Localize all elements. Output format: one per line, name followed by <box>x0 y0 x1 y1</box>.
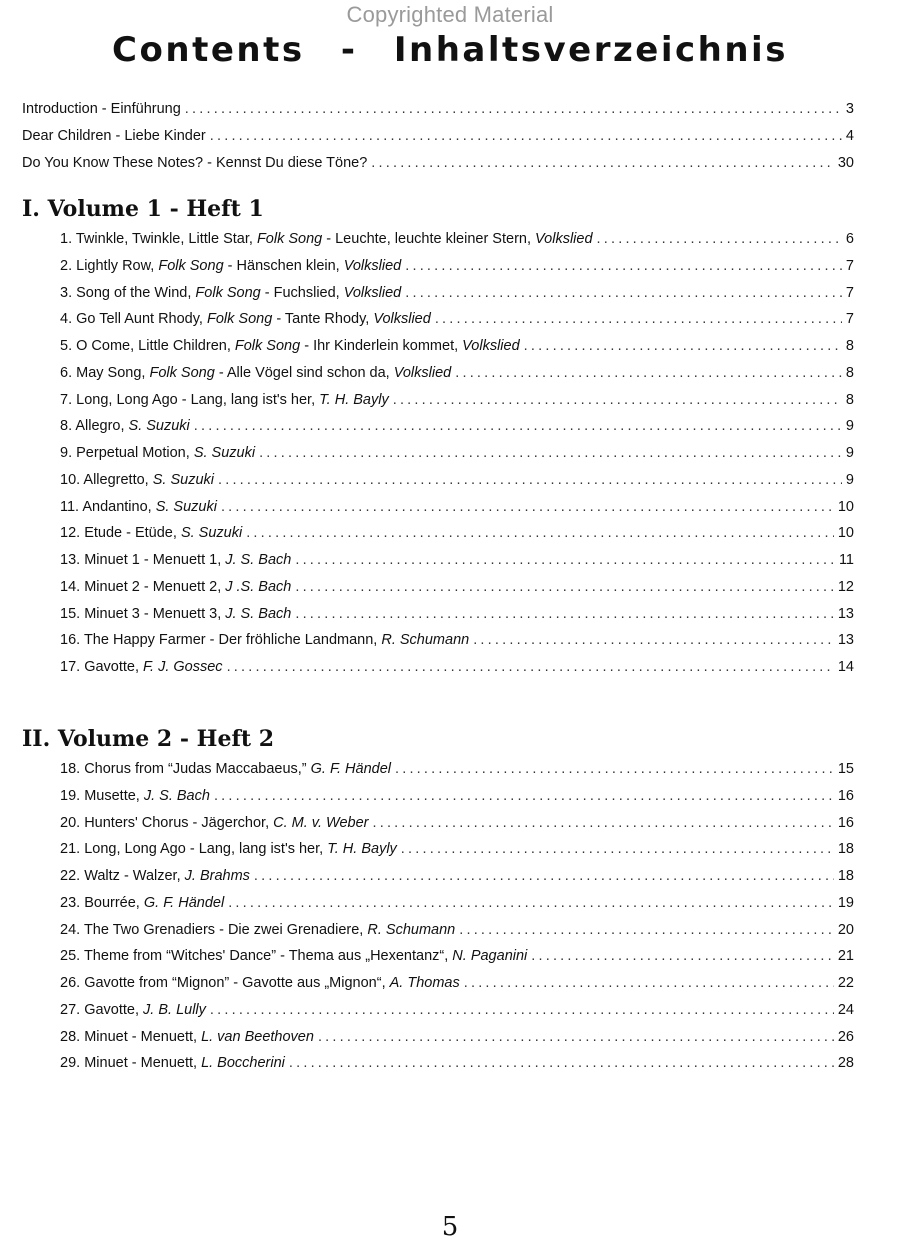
dot-leader <box>295 601 834 628</box>
entry-page: 4 <box>845 127 854 144</box>
entry-title: Gavotte from “Mignon” - Gavotte aus „Mignon“, <box>84 975 386 991</box>
dot-leader <box>597 226 842 253</box>
entry-label <box>60 863 250 890</box>
entry-composer: G. F. Händel <box>310 761 391 777</box>
toc-entry <box>60 997 854 1024</box>
toc-entry <box>60 1050 854 1077</box>
entry-number: 12. <box>60 525 81 542</box>
entry-title: Musette, <box>84 787 140 804</box>
entry-number: 25. <box>60 948 81 965</box>
entry-title: Song of the Wind, <box>76 284 192 301</box>
entry-page: 8 <box>845 391 854 408</box>
entry-number: 15. <box>60 605 81 622</box>
entry-title: The Happy Farmer - Der fröhliche Landmann, <box>83 632 378 649</box>
entry-composer: Folk Song <box>234 338 301 354</box>
entry-label <box>60 1050 285 1077</box>
entry-composer: Folk Song <box>256 231 323 247</box>
entry-composer: T. H. Bayly <box>327 841 397 858</box>
toc-entry <box>60 226 854 253</box>
entry-composer: C. M. v. Weber <box>273 814 369 831</box>
toc-entry <box>60 810 854 837</box>
entry-label <box>60 226 593 253</box>
entry-label <box>60 836 397 863</box>
entry-number: 21. <box>60 841 81 858</box>
entry-composer: R. Schumann <box>381 632 470 649</box>
entry-number: 16. <box>60 632 81 649</box>
toc-entry <box>60 306 854 333</box>
dot-leader <box>405 253 842 280</box>
dot-leader <box>435 306 842 333</box>
dot-leader <box>228 890 834 917</box>
entry-label <box>60 574 291 601</box>
toc-entry <box>60 627 854 654</box>
entry-page: 6 <box>845 231 854 247</box>
dot-leader <box>221 494 834 521</box>
entry-title: Minuet 1 - Menuett 1, <box>84 552 222 568</box>
entry-page: 8 <box>845 338 854 354</box>
entry-title: Dear Children - Liebe Kinder <box>22 127 206 144</box>
entry-label <box>60 547 291 574</box>
entry-number: 13. <box>60 552 81 568</box>
entry-german-title: - Hänschen klein, <box>227 257 340 274</box>
toc-entry <box>60 387 854 414</box>
entry-page: 10 <box>837 498 854 515</box>
dot-leader <box>289 1050 834 1077</box>
toc-entry <box>60 970 854 997</box>
entry-label <box>60 467 214 494</box>
toc-entry <box>60 547 854 574</box>
entry-label <box>60 997 206 1024</box>
toc-entry <box>60 917 854 944</box>
entry-composer-german: Volkslied <box>535 231 593 247</box>
entry-page: 18 <box>837 868 854 884</box>
entry-label <box>60 783 210 810</box>
dot-leader <box>464 970 834 997</box>
toc-entry <box>60 520 854 547</box>
entry-title: Perpetual Motion, <box>76 445 190 461</box>
entry-title: Minuet 3 - Menuett 3, <box>84 605 222 622</box>
entry-title: O Come, Little Children, <box>76 338 231 354</box>
dot-leader <box>295 547 835 574</box>
entry-title: The Two Grenadiers - Die zwei Grenadiere, <box>83 921 364 938</box>
entry-german-title: - Ihr Kinderlein kommet, <box>304 338 459 354</box>
entry-label <box>60 306 431 333</box>
entry-page: 20 <box>837 921 854 938</box>
toc-entry <box>60 360 854 387</box>
entry-page: 9 <box>845 418 854 435</box>
entry-title: Bourrée, <box>84 894 140 911</box>
entry-composer: Folk Song <box>158 257 224 274</box>
entry-number: 8. <box>60 418 73 435</box>
entry-page: 14 <box>837 659 854 675</box>
entry-composer: A. Thomas <box>389 975 460 991</box>
entry-label <box>60 333 520 360</box>
entry-page: 19 <box>837 894 854 911</box>
entry-title: Theme from “Witches' Dance” - Thema aus „Hexentanz“, <box>83 948 449 965</box>
entry-page: 24 <box>837 1001 854 1018</box>
entry-title: Lightly Row, <box>76 257 155 274</box>
entry-title: Andantino, <box>82 498 152 515</box>
volume1-toc-list <box>60 226 854 681</box>
dot-leader <box>473 627 834 654</box>
entry-german-title: - Leuchte, leuchte kleiner Stern, <box>326 231 531 247</box>
toc-entry <box>60 253 854 280</box>
dot-leader <box>393 387 842 414</box>
entry-composer: S. Suzuki <box>155 498 217 515</box>
entry-title: Waltz - Walzer, <box>84 868 181 884</box>
dot-leader <box>218 467 842 494</box>
entry-page: 30 <box>837 154 854 171</box>
dot-leader <box>185 96 842 123</box>
entry-label <box>60 654 223 681</box>
toc-entry <box>60 890 854 917</box>
entry-number: 27. <box>60 1001 81 1018</box>
entry-composer: Folk Song <box>195 284 261 301</box>
entry-page: 13 <box>837 605 854 622</box>
entry-page: 8 <box>845 364 854 381</box>
entry-number: 22. <box>60 868 81 884</box>
entry-page: 3 <box>845 101 854 117</box>
entry-number: 11. <box>60 498 80 515</box>
entry-label <box>60 601 291 628</box>
entry-page: 21 <box>837 948 854 965</box>
dot-leader <box>214 783 834 810</box>
dot-leader <box>318 1024 834 1051</box>
entry-label <box>60 360 451 387</box>
dot-leader <box>401 836 834 863</box>
entry-composer: N. Paganini <box>452 948 528 965</box>
dot-leader <box>455 360 842 387</box>
entry-composer-german: Volkslied <box>343 284 402 301</box>
toc-entry <box>60 601 854 628</box>
entry-composer: G. F. Händel <box>143 894 225 911</box>
entry-label <box>60 387 389 414</box>
entry-number: 5. <box>60 338 73 354</box>
entry-composer: J. S. Bach <box>225 552 292 568</box>
toc-entry <box>60 836 854 863</box>
entry-label <box>60 494 217 521</box>
entry-composer: S. Suzuki <box>152 471 214 488</box>
entry-number: 10. <box>60 471 81 488</box>
entry-german-title: - Fuchslied, <box>264 284 340 301</box>
volume1-heading: I. Volume 1 - Heft 1 <box>22 196 264 222</box>
entry-page: 26 <box>837 1028 854 1045</box>
entry-page: 7 <box>845 257 854 274</box>
entry-page: 28 <box>837 1055 854 1072</box>
entry-composer: R. Schumann <box>367 921 456 938</box>
entry-title: Hunters' Chorus - Jägerchor, <box>84 814 270 831</box>
entry-composer-german: Volkslied <box>373 311 431 328</box>
entry-label <box>60 756 391 783</box>
entry-page: 11 <box>838 552 854 568</box>
entry-number: 2. <box>60 257 73 274</box>
toc-entry <box>60 756 854 783</box>
entry-composer: Folk Song <box>206 311 273 328</box>
toc-entry <box>22 150 854 177</box>
toc-entry <box>60 1024 854 1051</box>
entry-page: 22 <box>837 975 854 991</box>
dot-leader <box>259 440 842 467</box>
dot-leader <box>371 150 834 177</box>
toc-entry <box>60 440 854 467</box>
entry-page: 18 <box>837 841 854 858</box>
dot-leader <box>524 333 842 360</box>
toc-entry <box>22 123 854 150</box>
dot-leader <box>459 917 834 944</box>
entry-number: 3. <box>60 284 73 301</box>
entry-title: Minuet - Menuett, <box>84 1028 198 1045</box>
dot-leader <box>210 123 842 150</box>
entry-title: Minuet - Menuett, <box>84 1055 198 1072</box>
entry-page: 13 <box>837 632 854 649</box>
entry-title: Introduction - Einführung <box>22 101 181 117</box>
entry-title: Gavotte, <box>84 1001 140 1018</box>
entry-german-title: - Tante Rhody, <box>276 311 370 328</box>
entry-title: Twinkle, Twinkle, Little Star, <box>75 231 253 247</box>
entry-number: 14. <box>60 578 81 595</box>
entry-composer: J. S. Bach <box>225 605 292 622</box>
dot-leader <box>531 943 834 970</box>
entry-number: 4. <box>60 311 73 328</box>
entry-german-title: - Alle Vögel sind schon da, <box>218 364 390 381</box>
page-title: Contents - Inhaltsverzeichnis <box>112 30 788 70</box>
entry-title: Allegro, <box>75 418 125 435</box>
entry-title: Go Tell Aunt Rhody, <box>76 311 203 328</box>
page-number: 5 <box>441 1212 459 1242</box>
entry-label <box>60 1024 314 1051</box>
toc-entry <box>22 96 854 123</box>
entry-page: 7 <box>845 311 854 328</box>
entry-label <box>60 253 401 280</box>
toc-entry <box>60 494 854 521</box>
entry-number: 19. <box>60 787 81 804</box>
toc-entry <box>60 654 854 681</box>
entry-number: 29. <box>60 1055 81 1072</box>
entry-title: Do You Know These Notes? - Kennst Du diese Töne? <box>22 154 368 171</box>
entry-composer: S. Suzuki <box>180 525 243 542</box>
entry-title: Chorus from “Judas Maccabaeus,” <box>84 761 307 777</box>
entry-number: 20. <box>60 814 81 831</box>
dot-leader <box>254 863 834 890</box>
volume2-toc-list <box>60 756 854 1077</box>
intro-toc-list <box>22 96 854 176</box>
volume2-heading: II. Volume 2 - Heft 2 <box>22 726 275 752</box>
entry-composer: T. H. Bayly <box>319 391 389 408</box>
entry-composer: J. Brahms <box>184 868 250 884</box>
entry-composer-german: Volkslied <box>393 364 452 381</box>
entry-number: 6. <box>60 364 73 381</box>
entry-composer: J. B. Lully <box>143 1001 206 1018</box>
entry-title: Long, Long Ago - Lang, lang ist's her, <box>76 391 316 408</box>
toc-entry <box>60 863 854 890</box>
entry-title: Etude - Etüde, <box>84 525 177 542</box>
entry-composer: J .S. Bach <box>225 578 292 595</box>
entry-label <box>60 917 455 944</box>
toc-entry <box>60 413 854 440</box>
entry-number: 9. <box>60 445 73 461</box>
entry-number: 24. <box>60 921 81 938</box>
entry-composer: S. Suzuki <box>193 445 256 461</box>
dot-leader <box>194 413 842 440</box>
entry-composer: L. Boccherini <box>201 1055 285 1072</box>
entry-page: 16 <box>837 814 854 831</box>
entry-number: 28. <box>60 1028 81 1045</box>
copyright-watermark: Copyrighted Material <box>346 2 554 27</box>
dot-leader <box>295 574 834 601</box>
entry-number: 23. <box>60 894 81 911</box>
entry-title: Gavotte, <box>84 659 140 675</box>
entry-composer-german: Volkslied <box>343 257 402 274</box>
entry-page: 15 <box>837 761 854 777</box>
entry-composer: Folk Song <box>149 364 215 381</box>
entry-page: 7 <box>845 284 854 301</box>
toc-entry <box>60 467 854 494</box>
toc-entry <box>60 333 854 360</box>
entry-number: 18. <box>60 761 81 777</box>
dot-leader <box>210 997 834 1024</box>
entry-page: 10 <box>837 525 854 542</box>
toc-entry <box>60 574 854 601</box>
entry-number: 26. <box>60 975 81 991</box>
entry-title: Allegretto, <box>83 471 149 488</box>
dot-leader <box>246 520 834 547</box>
entry-label <box>60 520 242 547</box>
entry-composer: J. S. Bach <box>143 787 210 804</box>
entry-label <box>60 440 255 467</box>
entry-number: 17. <box>60 659 81 675</box>
entry-title: Long, Long Ago - Lang, lang ist's her, <box>84 841 324 858</box>
entry-page: 9 <box>845 471 854 488</box>
entry-label <box>60 970 460 997</box>
entry-composer: S. Suzuki <box>128 418 190 435</box>
entry-number: 7. <box>60 391 73 408</box>
dot-leader <box>405 280 842 307</box>
entry-composer: F. J. Gossec <box>143 659 223 675</box>
dot-leader <box>395 756 834 783</box>
entry-label <box>60 810 368 837</box>
entry-page: 16 <box>837 787 854 804</box>
entry-label <box>60 890 224 917</box>
entry-title: Minuet 2 - Menuett 2, <box>84 578 222 595</box>
toc-entry <box>60 280 854 307</box>
entry-label <box>60 627 469 654</box>
entry-title: May Song, <box>76 364 146 381</box>
entry-number: 1. <box>60 231 73 247</box>
entry-label <box>60 413 190 440</box>
toc-entry <box>60 943 854 970</box>
dot-leader <box>372 810 833 837</box>
entry-label <box>60 280 401 307</box>
entry-label <box>60 943 527 970</box>
entry-composer: L. van Beethoven <box>201 1028 314 1045</box>
dot-leader <box>227 654 834 681</box>
entry-page: 9 <box>845 445 854 461</box>
toc-entry <box>60 783 854 810</box>
entry-page: 12 <box>837 578 854 595</box>
entry-composer-german: Volkslied <box>462 338 520 354</box>
